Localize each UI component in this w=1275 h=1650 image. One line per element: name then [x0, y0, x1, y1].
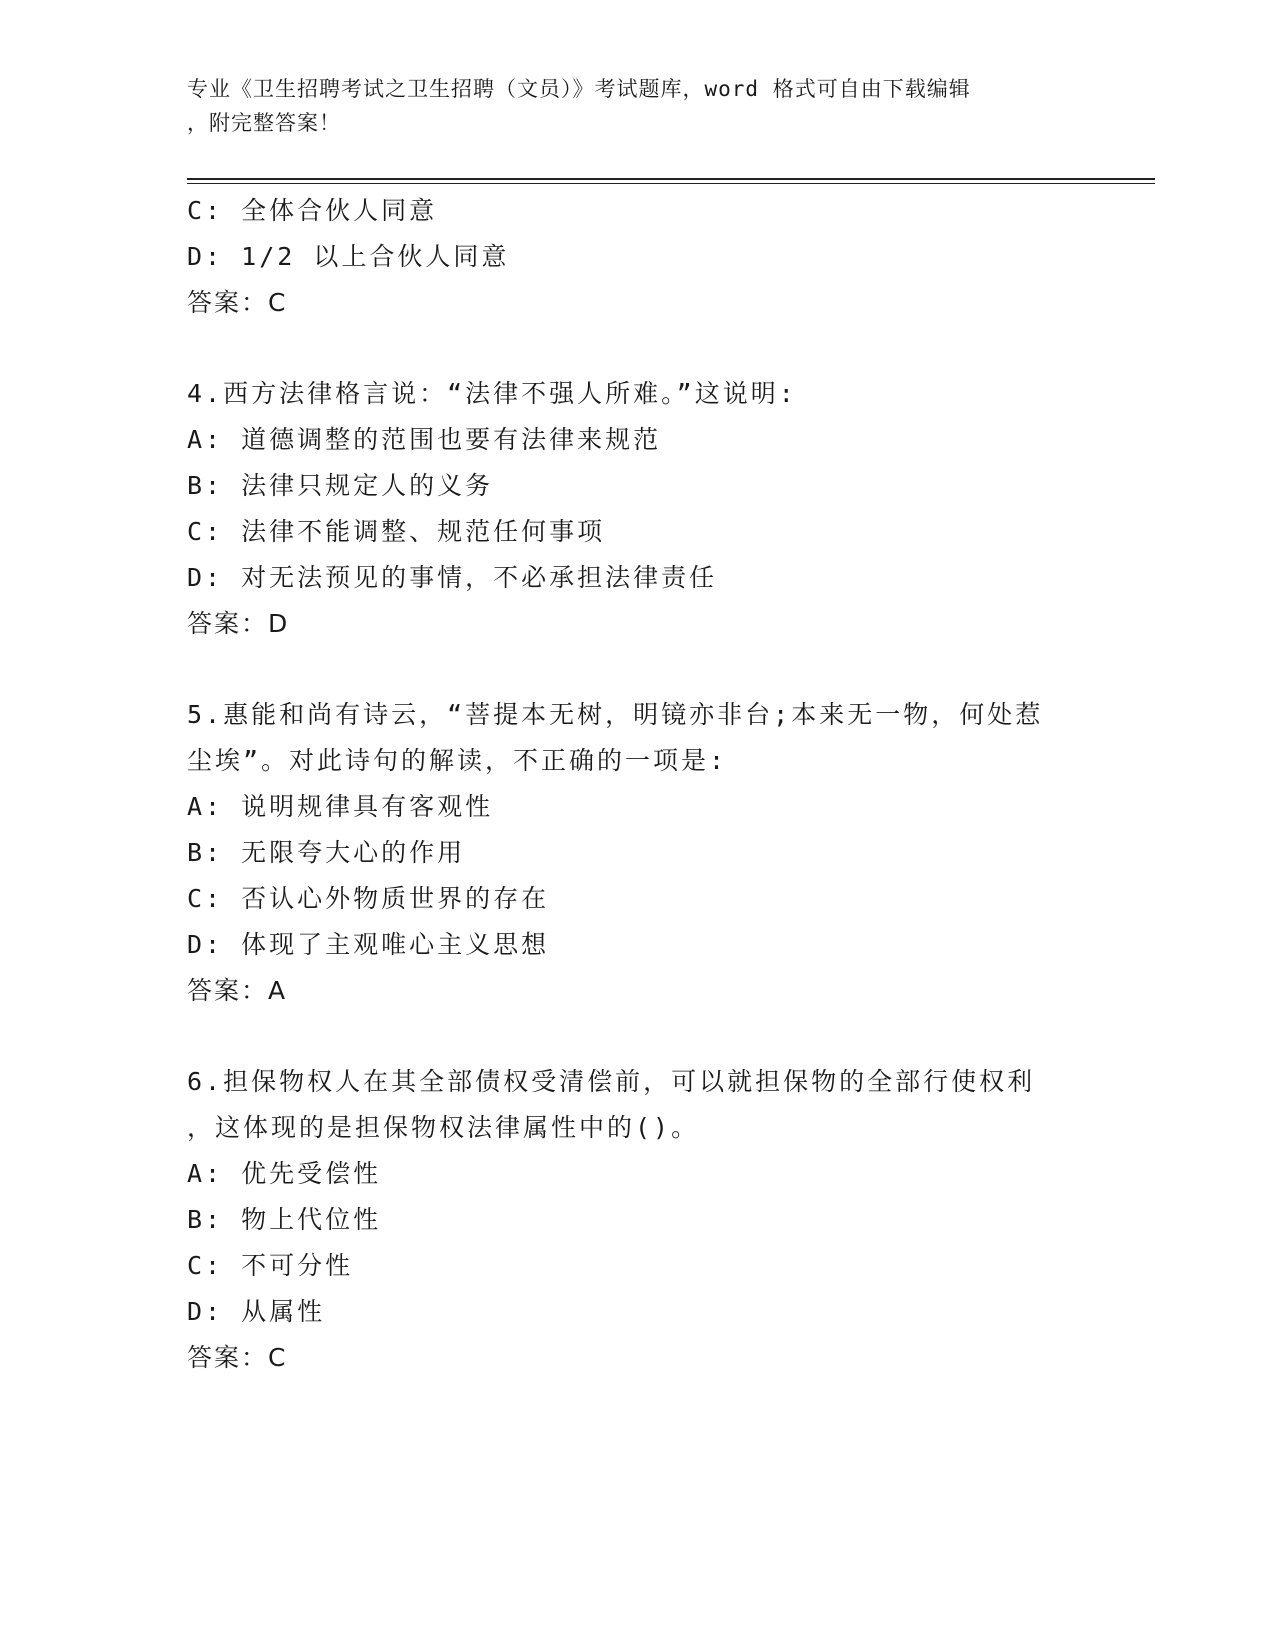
- spacer: [187, 647, 1087, 692]
- question-4-option-c: C: 法律不能调整、规范任何事项: [187, 517, 606, 546]
- question-6-answer: 答案：C: [187, 1343, 288, 1372]
- header-divider-thin: [187, 183, 1155, 184]
- header-title-line-2: ，附完整答案！: [187, 111, 341, 135]
- question-4-option-b: B: 法律只规定人的义务: [187, 471, 494, 500]
- question-6-option-c: C: 不可分性: [187, 1251, 354, 1280]
- question-6-stem-line-1: 6.担保物权人在其全部债权受清偿前，可以就担保物的全部行使权利: [187, 1067, 1036, 1096]
- question-6-stem-line-2: ，这体现的是担保物权法律属性中的()。: [187, 1113, 700, 1142]
- question-3-partial: [187, 188, 1087, 326]
- question-5-option-b: B: 无限夸大心的作用: [187, 838, 466, 867]
- question-list: [187, 188, 1087, 1381]
- question-3-option-d: D: 1/2 以上合伙人同意: [187, 242, 510, 271]
- question-5-answer: 答案：A: [187, 976, 288, 1005]
- question-6-option-a: A: 优先受偿性: [187, 1159, 382, 1188]
- spacer: [187, 326, 1087, 371]
- question-4: [187, 371, 1087, 647]
- header-divider-thick: [187, 178, 1155, 180]
- header-title-line-1: 专业《卫生招聘考试之卫生招聘（文员）》考试题库，word 格式可自由下载编辑: [187, 77, 971, 101]
- question-6-option-b: B: 物上代位性: [187, 1205, 382, 1234]
- question-5-option-a: A: 说明规律具有客观性: [187, 792, 494, 821]
- question-6-option-d: D: 从属性: [187, 1297, 326, 1326]
- question-5: [187, 692, 1087, 1014]
- question-5-option-c: C: 否认心外物质世界的存在: [187, 884, 550, 913]
- spacer: [187, 1014, 1087, 1059]
- question-4-option-a: A: 道德调整的范围也要有法律来规范: [187, 425, 662, 454]
- question-6: [187, 1059, 1087, 1381]
- question-3-answer: 答案：C: [187, 288, 288, 317]
- question-3-option-c: C: 全体合伙人同意: [187, 196, 438, 225]
- question-4-answer: 答案：D: [187, 609, 290, 638]
- question-5-stem-line-1: 5.惠能和尚有诗云，“菩提本无树，明镜亦非台;本来无一物，何处惹: [187, 700, 1044, 729]
- question-5-option-d: D: 体现了主观唯心主义思想: [187, 930, 550, 959]
- document-header: [187, 72, 1087, 140]
- question-5-stem-line-2: 尘埃”。对此诗句的解读，不正确的一项是:: [187, 746, 728, 775]
- question-4-option-d: D: 对无法预见的事情，不必承担法律责任: [187, 563, 718, 592]
- question-4-stem: 4.西方法律格言说：“法律不强人所难。”这说明:: [187, 379, 797, 408]
